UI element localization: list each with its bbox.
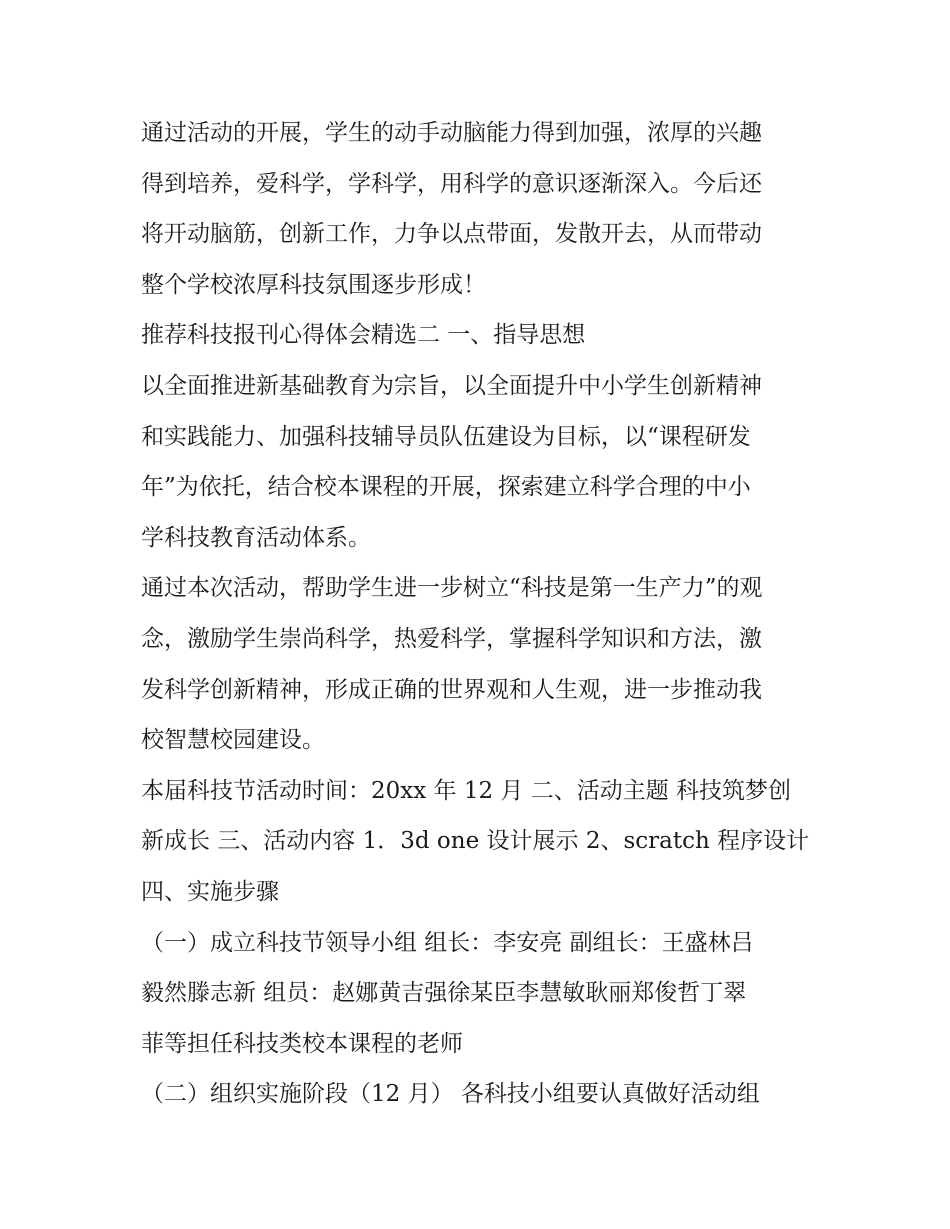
text-line: 新成长 三、活动内容 1．3d one 设计展示 2、scratch 程序设计 [141, 828, 810, 855]
text-line: 年”为依托，结合校本课程的开展，探索建立科学合理的中小 [141, 474, 751, 501]
text-line: 将开动脑筋，创新工作，力争以点带面，发散开去，从而带动 [141, 221, 762, 248]
text-line: 发科学创新精神，形成正确的世界观和人生观，进一步推动我 [141, 676, 762, 703]
section-heading: 推荐科技报刊心得体会精选二 一、指导思想 [141, 322, 586, 349]
text-line: 本届科技节活动时间：20xx 年 12 月 二、活动主题 科技筑梦创 [141, 777, 792, 804]
text-line: 念，激励学生崇尚科学，热爱科学，掌握科学知识和方法，激 [141, 625, 762, 652]
text-line: 得到培养，爱科学，学科学，用科学的意识逐渐深入。今后还 [141, 170, 762, 197]
text-line: 学科技教育活动体系。 [141, 524, 371, 551]
text-line: 和实践能力、加强科技辅导员队伍建设为目标，以“课程研发 [141, 423, 751, 450]
text-line: 通过本次活动，帮助学生进一步树立“科技是第一生产力”的观 [141, 575, 763, 602]
text-line: 毅然滕志新 组员：赵娜黄吉强徐某臣李慧敏耿丽郑俊哲丁翠 [141, 980, 747, 1007]
document-body [141, 108, 813, 1120]
text-line: 校智慧校园建设。 [141, 727, 325, 754]
text-line: （一）成立科技节领导小组 组长：李安亮 副组长：王盛林吕 [141, 929, 754, 956]
text-line: 整个学校浓厚科技氛围逐步形成！ [141, 271, 486, 298]
text-line: 四、实施步骤 [141, 878, 279, 905]
text-line: 以全面推进新基础教育为宗旨，以全面提升中小学生创新精神 [141, 372, 762, 399]
text-line: （二）组织实施阶段（12 月） 各科技小组要认真做好活动组 [141, 1081, 760, 1108]
text-line: 菲等担任科技类校本课程的老师 [141, 1030, 463, 1057]
text-line: 通过活动的开展，学生的动手动脑能力得到加强，浓厚的兴趣 [141, 120, 762, 146]
